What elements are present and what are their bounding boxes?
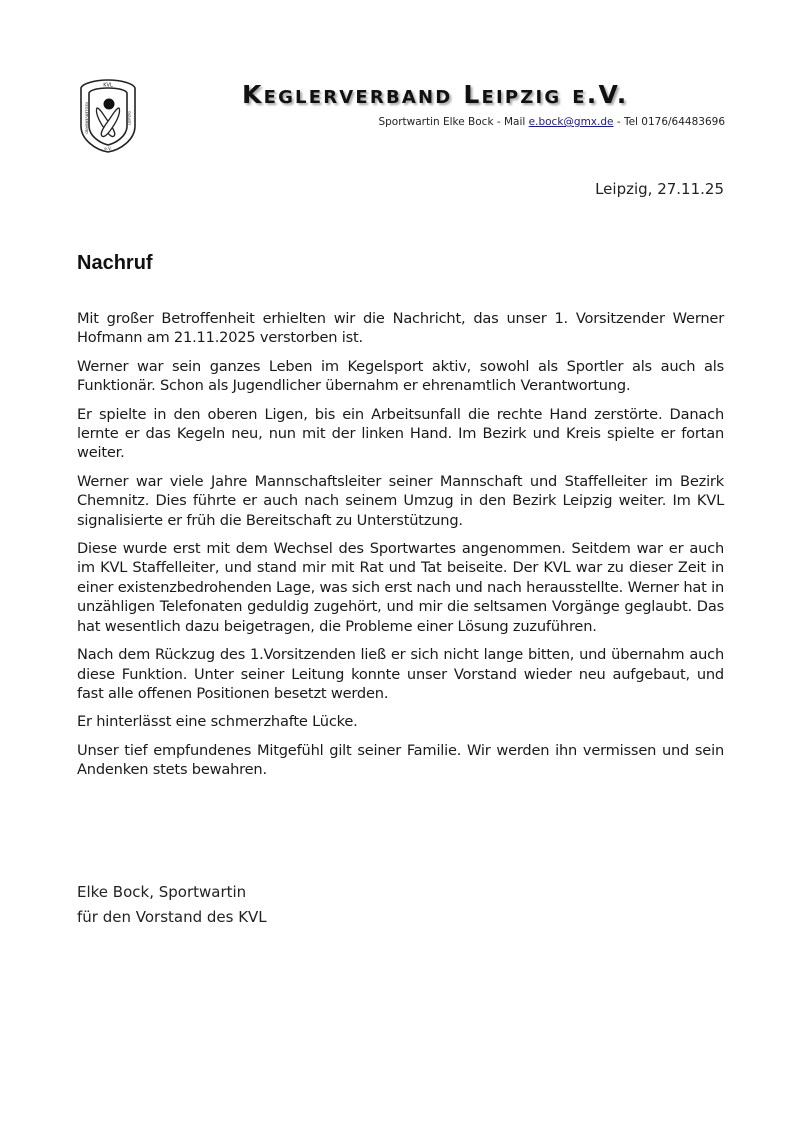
paragraph: Er spielte in den oberen Ligen, bis ein Arbeitsunfall die rechte Hand zerstörte. Danach lernte er das Kegeln neu, nun mit der linken Hand. Im Bezirk und Kreis spielte er fortan weiter.	[77, 405, 724, 462]
paragraph: Er hinterlässt eine schmerzhafte Lücke.	[77, 713, 358, 731]
contact-suffix: - Tel 0176/64483696	[613, 116, 725, 128]
paragraph: Mit großer Betroffenheit erhielten wir die Nachricht, das unser 1. Vorsitzender Werner Hofmann am 21.11.2025 verstorben ist.	[77, 310, 724, 347]
paragraph: Werner war sein ganzes Leben im Kegelsport aktiv, sowohl als Sportler als auch als Funktionär. Schon als Jugendlicher übernahm er ehrenamtlich Verantwortung.	[77, 357, 724, 395]
signature-name: Elke Bock, Sportwartin	[77, 883, 247, 901]
contact-line	[378, 116, 725, 128]
svg-text:KEGLERVERBAND: KEGLERVERBAND	[84, 102, 89, 134]
letter-date: Leipzig, 27.11.25	[595, 180, 724, 198]
svg-text:LEIPZIG: LEIPZIG	[127, 111, 132, 125]
signature-block	[77, 880, 267, 930]
kvl-logo	[78, 78, 138, 154]
paragraph: Diese wurde erst mit dem Wechsel des Sportwartes angenommen. Seitdem war er auch im KVL Staffelleiter, und stand mir mit Rat und Tat beiseite. Der KVL war zu dieser Zeit in einer existenzbedrohenden Lage, was sich erst nach und nach herausstellte. Werner hat in unzähligen Telefonaten geduldig zugehört, und mir die seltsamen Vorgänge geglaubt. Das hat wesentlich dazu beigetragen, die Probleme einer Lösung zuzuführen.	[77, 540, 724, 635]
letter-body	[77, 309, 724, 789]
svg-text:KVL: KVL	[103, 82, 113, 89]
signature-org: für den Vorstand des KVL	[77, 908, 267, 926]
paragraph: Unser tief empfundenes Mitgefühl gilt seiner Familie. Wir werden ihn vermissen und sein Andenken stets bewahren.	[77, 741, 724, 779]
contact-prefix: Sportwartin Elke Bock - Mail	[378, 116, 529, 128]
svg-text:e.V.: e.V.	[104, 146, 112, 151]
paragraph: Werner war viele Jahre Mannschaftsleiter seiner Mannschaft und Staffelleiter im Bezirk Chemnitz. Dies führte er auch nach seinem Umzug in den Bezirk Leipzig weiter. Im KVL signalisierte er früh die Bereitschaft zu Unterstützung.	[77, 472, 724, 529]
paragraph: Nach dem Rückzug des 1.Vorsitzenden ließ er sich nicht lange bitten, und übernahm auch diese Funktion. Unter seiner Leitung konnte unser Vorstand wieder neu aufgebaut, und fast alle offenen Positionen besetzt werden.	[77, 646, 724, 702]
page-title: Nachruf	[77, 252, 153, 274]
organization-title: Keglerverband Leipzig e.V.	[242, 80, 629, 109]
email-link[interactable]: e.bock@gmx.de	[528, 116, 614, 128]
bowling-emblem-icon	[78, 78, 138, 154]
